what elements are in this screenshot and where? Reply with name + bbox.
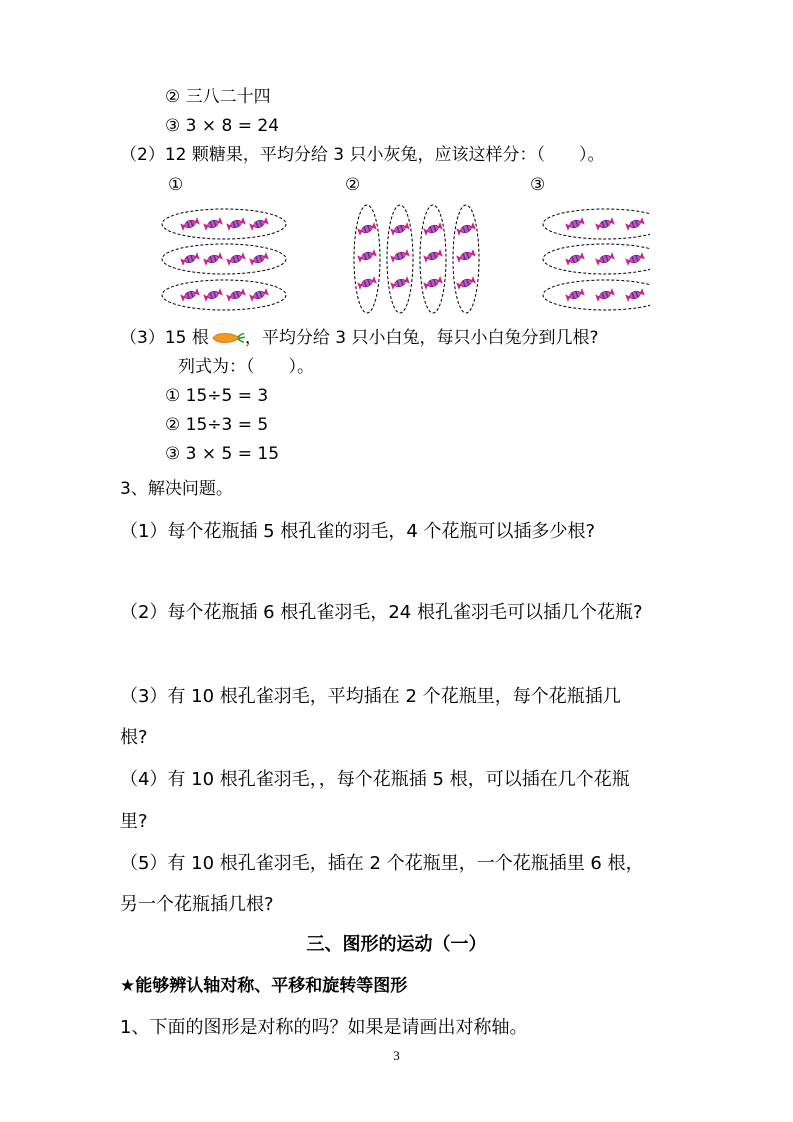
figure-1-groups	[162, 209, 286, 310]
candy-grouping-figure	[150, 200, 650, 320]
problem-5-line-2: 另一个花瓶插几根?	[120, 894, 274, 915]
choice-b-label: ②	[345, 175, 361, 195]
q3-option-2: ② 15÷3 = 5	[165, 415, 269, 435]
problem-1: （1）每个花瓶插 5 根孔雀的羽毛，4 个花瓶可以插多少根?	[120, 521, 596, 542]
problem-3-line-2: 根?	[120, 727, 148, 748]
formula-prompt: 列式为：（ ）。	[178, 357, 314, 377]
page-number: 3	[393, 1048, 400, 1063]
carrot-icon	[211, 330, 245, 346]
problem-3-line-1: （3）有 10 根孔雀羽毛，平均插在 2 个花瓶里，每个花瓶插几	[120, 686, 621, 707]
question-2: （2）12 颗糖果，平均分给 3 只小灰兔，应该这样分：（ ）。	[120, 145, 605, 165]
choice-a-label: ①	[168, 175, 184, 195]
option-2-line: ② 三八二十四	[165, 87, 271, 107]
choice-c-label: ③	[530, 175, 546, 195]
question-3-prefix: （3）15 根	[120, 328, 209, 348]
question-3-suffix: ，平均分给 3 只小白兔，每只小白兔分到几根?	[244, 328, 599, 348]
problem-5-line-1: （5）有 10 根孔雀羽毛，插在 2 个花瓶里，一个花瓶插里 6 根，	[120, 853, 644, 874]
option-3-line: ③ 3 × 8 = 24	[165, 116, 280, 136]
section-3-heading: 3、解决问题。	[120, 479, 233, 499]
figure-2-groups	[354, 205, 479, 313]
chapter-heading: 三、图形的运动（一）	[306, 934, 487, 955]
question-1-symmetry: 1、下面的图形是对称的吗？如果是请画出对称轴。	[120, 1017, 528, 1038]
problem-4-line-1: （4）有 10 根孔雀羽毛，，每个花瓶插 5 根，可以插在几个花瓶	[120, 769, 630, 790]
figure-3-groups	[543, 209, 650, 310]
problem-2: （2）每个花瓶插 6 根孔雀羽毛，24 根孔雀羽毛可以插几个花瓶?	[120, 602, 643, 623]
objective-line: ★能够辨认轴对称、平移和旋转等图形	[120, 976, 408, 996]
q3-option-1: ① 15÷5 = 3	[165, 386, 269, 406]
question-3	[120, 326, 599, 350]
problem-4-line-2: 里?	[120, 811, 148, 832]
q3-option-3: ③ 3 × 5 = 15	[165, 444, 280, 464]
